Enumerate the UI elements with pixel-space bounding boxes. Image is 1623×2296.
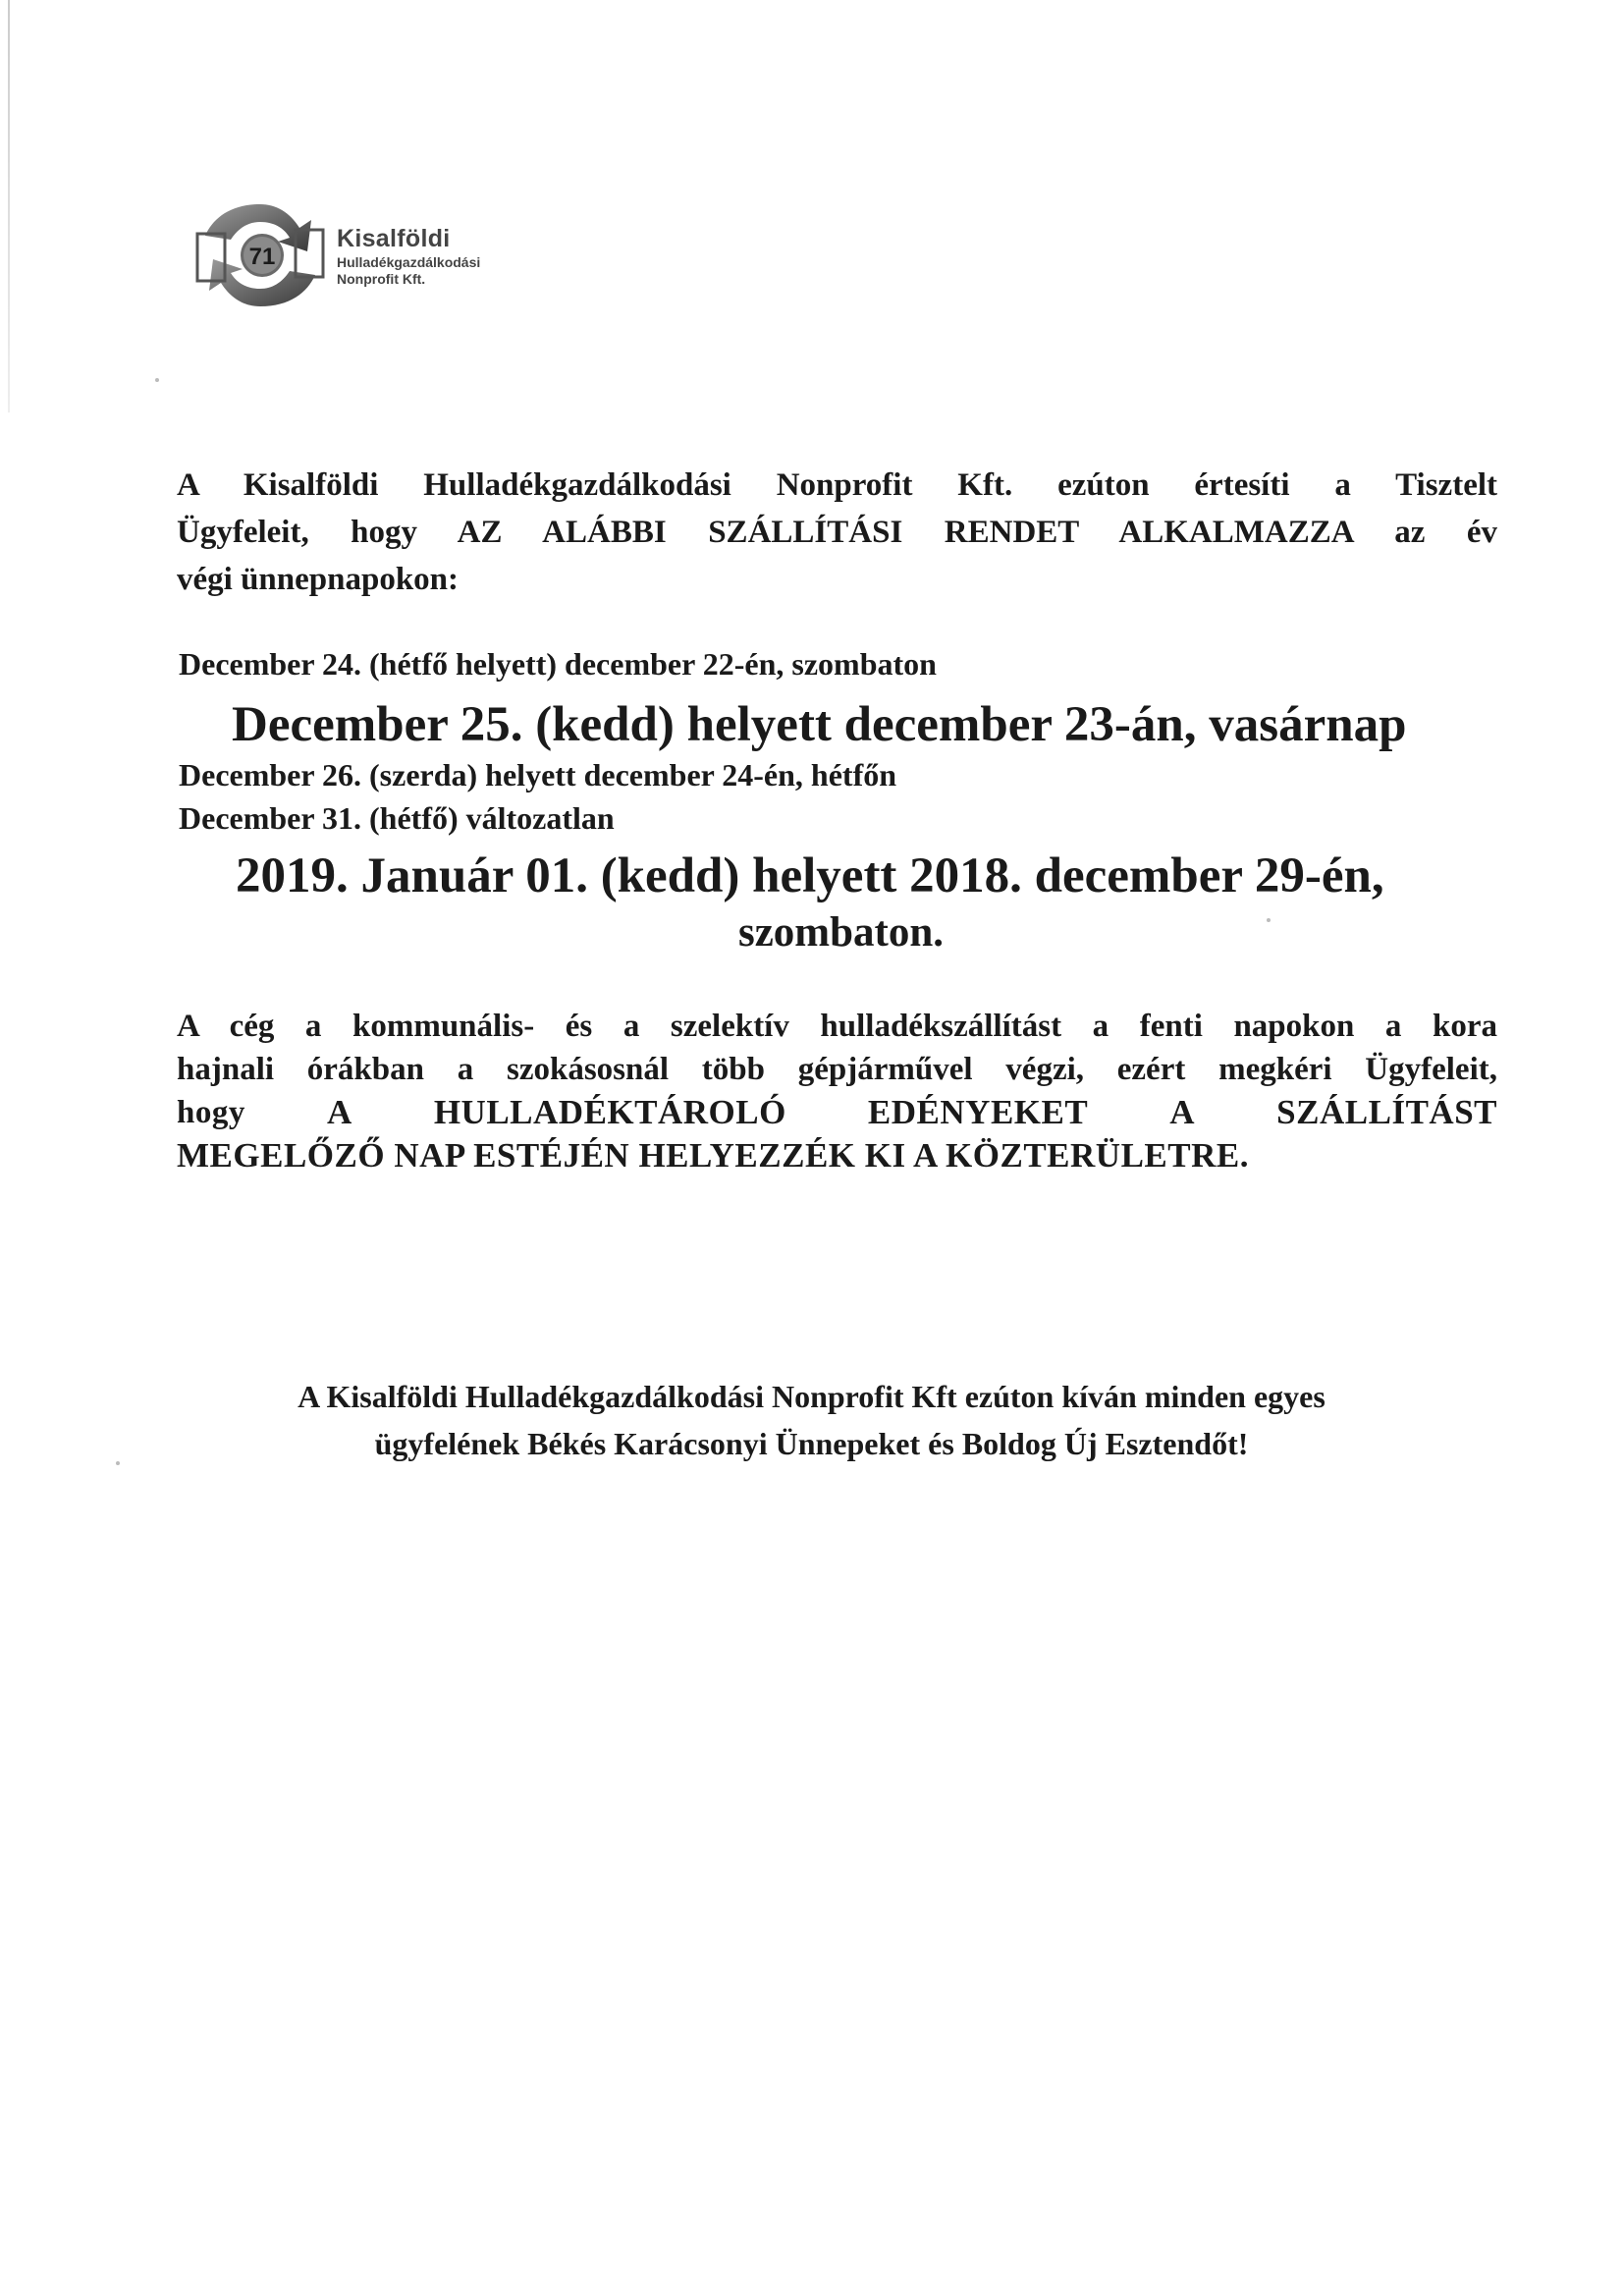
closing-line: A Kisalföldi Hulladékgazdálkodási Nonprofit Kft ezúton kíván minden egyes [298, 1379, 1325, 1414]
scan-speck [155, 378, 159, 382]
notice-word: A [326, 1093, 352, 1131]
schedule-line-emphasized: December 25. (kedd) helyett december 23-án, vasárnap [232, 697, 1407, 752]
scan-edge-mark [8, 0, 10, 412]
intro-line: Ügyfeleit, hogy AZ ALÁBBI SZÁLLÍTÁSI RENDET ALKALMAZZA az év [177, 515, 1497, 550]
intro-line: végi ünnepnapokon: [177, 562, 460, 597]
notice-word: SZÁLLÍTÁST [1276, 1093, 1497, 1131]
notice-line: hajnali órákban a szokásosnál több gépjárművel végzi, ezért megkéri Ügyfeleit, [177, 1052, 1497, 1087]
company-logo [191, 196, 525, 314]
schedule-line-emphasized-continued: szombaton. [737, 909, 945, 956]
schedule-line: December 31. (hétfő) változatlan [179, 800, 615, 836]
logo-company-name: Kisalföldi [337, 225, 451, 252]
logo-emblem-icon [191, 196, 329, 314]
notice-line-spaced [177, 1091, 1497, 1134]
notice-word: hogy [177, 1095, 245, 1130]
notice-line: A cég a kommunális- és a szelektív hulladékszállítást a fenti napokon a kora [177, 1009, 1497, 1044]
notice-word: HULLADÉKTÁROLÓ [433, 1093, 786, 1131]
logo-company-form: Nonprofit Kft. [337, 270, 426, 287]
schedule-line: December 24. (hétfő helyett) december 22-én, szombaton [179, 646, 937, 682]
notice-paragraph [177, 1005, 1497, 1177]
notice-word: A [1169, 1093, 1196, 1131]
schedule-line-emphasized: 2019. Január 01. (kedd) helyett 2018. december 29-én, [236, 848, 1384, 903]
schedule-line: December 26. (szerda) helyett december 24-én, hétfőn [179, 757, 897, 793]
intro-paragraph [177, 462, 1497, 603]
notice-word: EDÉNYEKET [867, 1093, 1089, 1131]
closing-line: ügyfelének Békés Karácsonyi Ünnepeket és Boldog Új Esztendőt! [374, 1426, 1249, 1461]
logo-company-subtitle: Hulladékgazdálkodási [337, 254, 481, 271]
closing-greeting [0, 1373, 1623, 1467]
notice-line: MEGELŐZŐ NAP ESTÉJÉN HELYEZZÉK KI A KÖZTERÜLETRE. [177, 1136, 1249, 1175]
logo-text [337, 226, 480, 287]
logo-number: 71 [248, 244, 276, 270]
intro-line: A Kisalföldi Hulladékgazdálkodási Nonprofit Kft. ezúton értesíti a Tisztelt [177, 467, 1497, 503]
